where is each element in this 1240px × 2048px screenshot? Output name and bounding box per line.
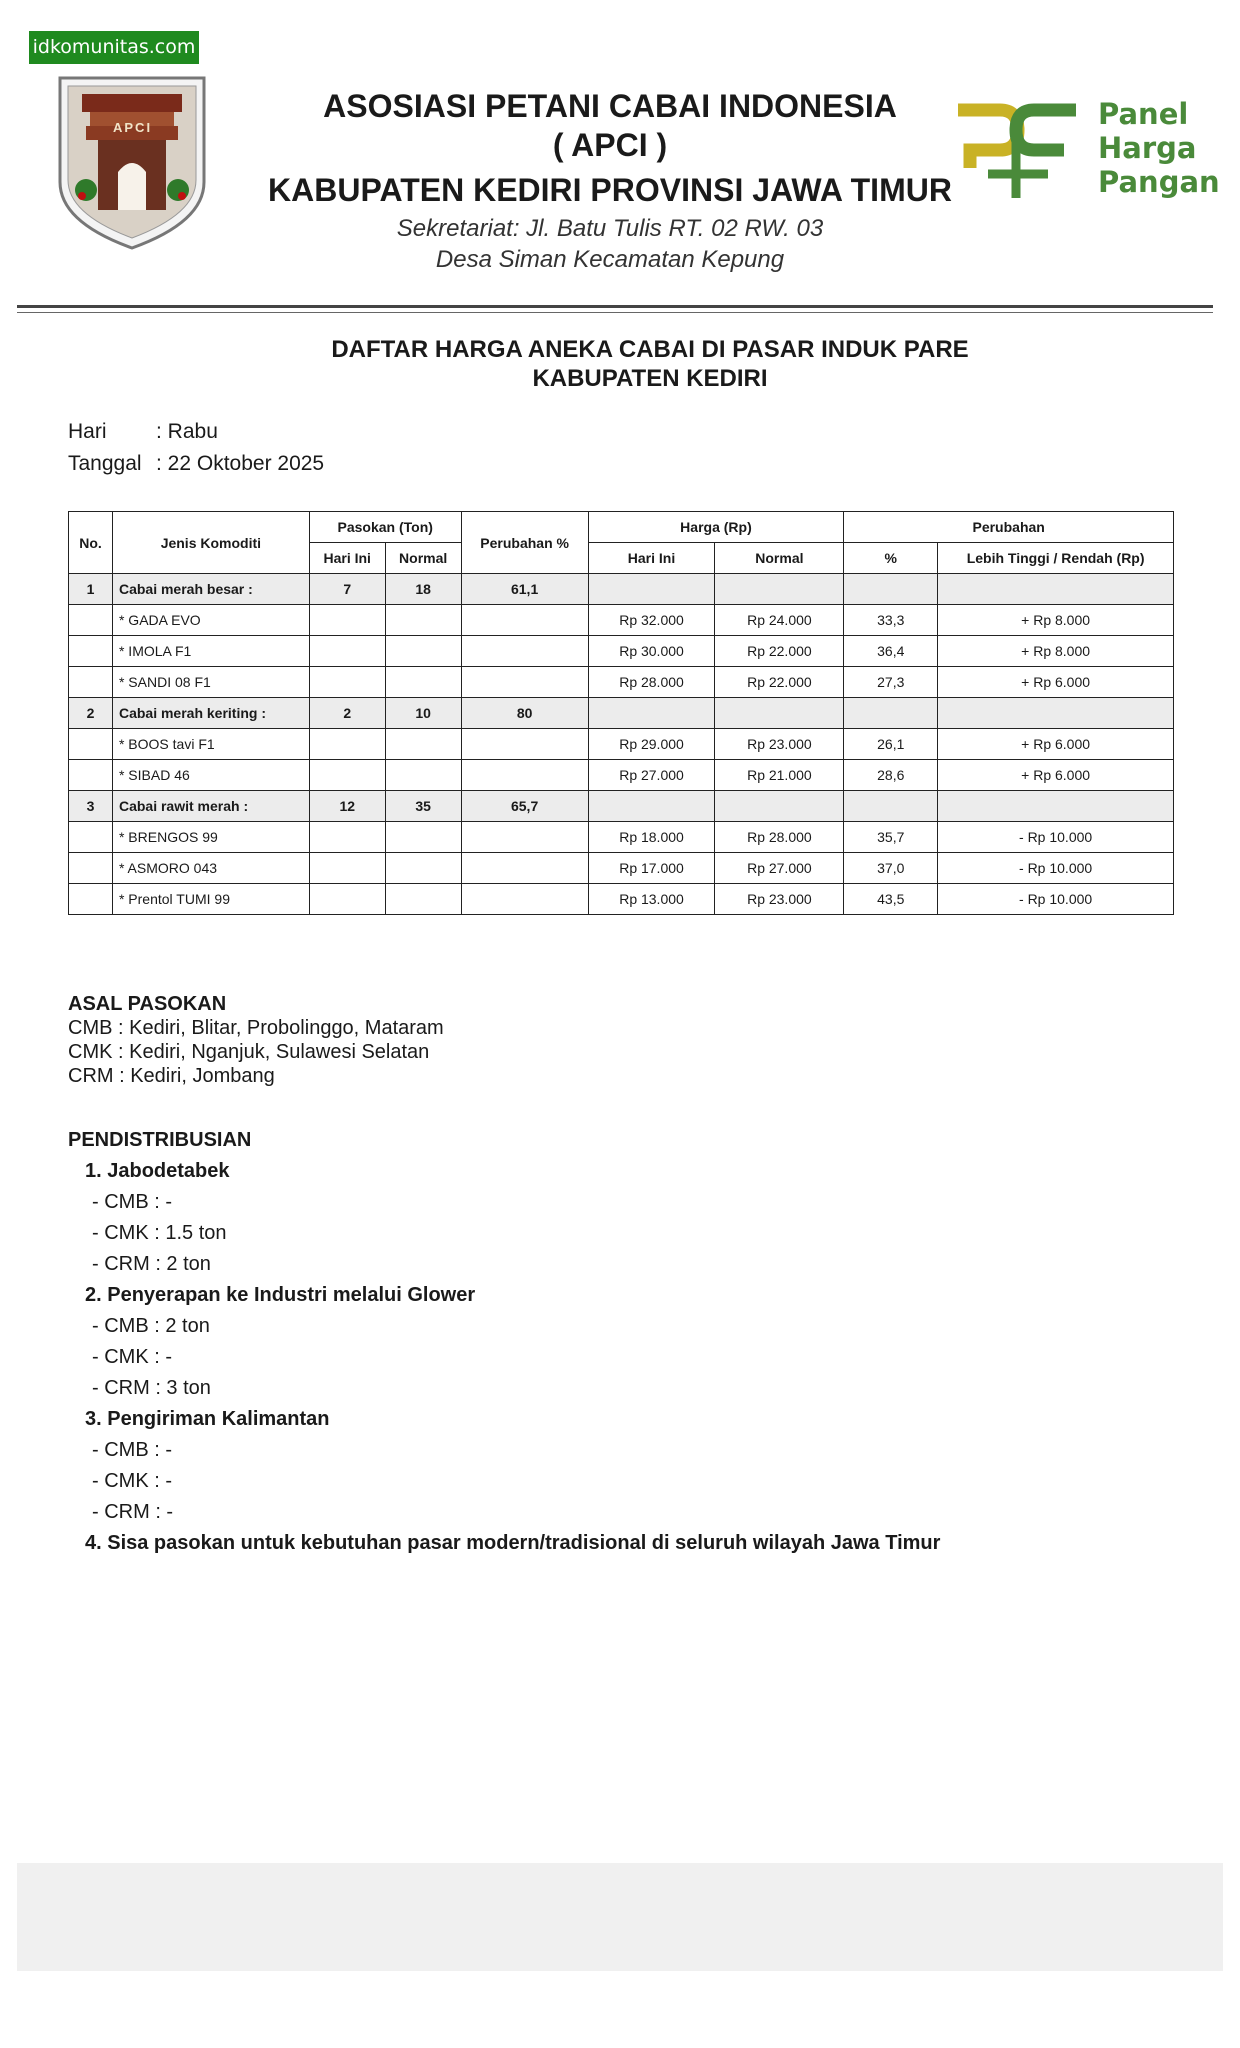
cell-pas-hari: 12: [309, 791, 385, 822]
cell-pct: 37,0: [844, 853, 938, 884]
header-divider-thin: [17, 312, 1213, 313]
cell-perubahan: 61,1: [461, 574, 588, 605]
cell-no: [69, 729, 113, 760]
cell-pas-normal: [385, 667, 461, 698]
cell-harga-hari: Rp 17.000: [588, 853, 715, 884]
meta-hari: [68, 420, 218, 444]
cell-perubahan: [461, 822, 588, 853]
header-perubahan: Perubahan: [844, 512, 1174, 543]
cell-perubahan: 65,7: [461, 791, 588, 822]
cell-perubahan: [461, 636, 588, 667]
cell-pct: 43,5: [844, 884, 938, 915]
distribution-sub-item: - CMB : 2 ton: [92, 1315, 210, 1337]
cell-perubahan: [461, 667, 588, 698]
cell-harga-normal: Rp 28.000: [715, 822, 844, 853]
cell-no: 1: [69, 574, 113, 605]
bottom-gray-band: [17, 1863, 1223, 1971]
distribution-item: 2. Penyerapan ke Industri melalui Glower: [85, 1284, 476, 1306]
cell-harga-hari: [588, 698, 715, 729]
cell-pct: 27,3: [844, 667, 938, 698]
table-row: [69, 636, 1174, 667]
cell-harga-normal: [715, 574, 844, 605]
cell-harga-normal: Rp 24.000: [715, 605, 844, 636]
cell-pas-normal: [385, 760, 461, 791]
cell-name: * BOOS tavi F1: [112, 729, 309, 760]
header-pasokan-normal: Normal: [385, 543, 461, 574]
meta-hari-label: Hari: [68, 420, 107, 443]
cell-pas-hari: [309, 822, 385, 853]
header-pasokan-hari-ini: Hari Ini: [309, 543, 385, 574]
cell-no: [69, 605, 113, 636]
php-word-panel: Panel: [1098, 97, 1189, 131]
header-divider: [17, 305, 1213, 308]
watermark-badge: idkomunitas.com: [29, 31, 199, 64]
cell-pas-hari: [309, 853, 385, 884]
cell-harga-hari: Rp 29.000: [588, 729, 715, 760]
asal-line: CMK : Kediri, Nganjuk, Sulawesi Selatan: [68, 1041, 430, 1063]
cell-diff: + Rp 6.000: [938, 729, 1174, 760]
header-harga-normal: Normal: [715, 543, 844, 574]
cell-name: * SIBAD 46: [112, 760, 309, 791]
price-table: [68, 511, 1174, 915]
cell-harga-normal: Rp 23.000: [715, 884, 844, 915]
table-row: [69, 729, 1174, 760]
cell-pas-normal: 18: [385, 574, 461, 605]
php-word-pangan: Pangan: [1098, 165, 1220, 199]
cell-no: [69, 760, 113, 791]
cell-diff: [938, 791, 1174, 822]
cell-no: [69, 853, 113, 884]
cell-harga-normal: Rp 21.000: [715, 760, 844, 791]
cell-pas-normal: [385, 884, 461, 915]
cell-harga-hari: Rp 30.000: [588, 636, 715, 667]
table-group-row: [69, 698, 1174, 729]
distribution-sub-item: - CRM : -: [92, 1501, 174, 1523]
cell-diff: + Rp 6.000: [938, 667, 1174, 698]
header-lebih-tinggi-rendah: Lebih Tinggi / Rendah (Rp): [938, 543, 1174, 574]
cell-perubahan: [461, 729, 588, 760]
cell-pas-normal: 35: [385, 791, 461, 822]
header-no: No.: [69, 512, 113, 574]
cell-pas-hari: [309, 636, 385, 667]
asal-pasokan-title: ASAL PASOKAN: [68, 993, 227, 1015]
cell-harga-hari: Rp 18.000: [588, 822, 715, 853]
cell-no: [69, 884, 113, 915]
header-perubahan-pct: Perubahan %: [461, 512, 588, 574]
distribution-sub-item: - CMB : -: [92, 1439, 172, 1461]
cell-name: Cabai merah keriting :: [112, 698, 309, 729]
cell-pct: 35,7: [844, 822, 938, 853]
table-row: [69, 605, 1174, 636]
distribution-item: 4. Sisa pasokan untuk kebutuhan pasar modern/tradisional di seluruh wilayah Jawa Timur: [85, 1532, 941, 1554]
panel-harga-pangan-icon: [948, 98, 1218, 208]
cell-harga-normal: Rp 27.000: [715, 853, 844, 884]
meta-tanggal-label: Tanggal: [68, 452, 142, 475]
document-title-line-2: KABUPATEN KEDIRI: [532, 365, 768, 392]
cell-no: [69, 636, 113, 667]
cell-pas-hari: [309, 760, 385, 791]
cell-pas-normal: [385, 729, 461, 760]
header-region: KABUPATEN KEDIRI PROVINSI JAWA TIMUR: [268, 172, 952, 208]
meta-tanggal: [68, 452, 324, 476]
cell-name: * GADA EVO: [112, 605, 309, 636]
cell-harga-hari: Rp 28.000: [588, 667, 715, 698]
header-pasokan: Pasokan (Ton): [309, 512, 461, 543]
table-row: [69, 822, 1174, 853]
cell-pas-hari: [309, 884, 385, 915]
cell-pas-normal: [385, 853, 461, 884]
table-row: [69, 667, 1174, 698]
pendistribusian-section: [68, 1128, 940, 1555]
cell-pct: [844, 791, 938, 822]
cell-no: 3: [69, 791, 113, 822]
cell-harga-hari: [588, 791, 715, 822]
cell-pct: 26,1: [844, 729, 938, 760]
cell-pas-hari: [309, 729, 385, 760]
cell-name: * Prentol TUMI 99: [112, 884, 309, 915]
cell-pas-normal: [385, 636, 461, 667]
header-address-1: Sekretariat: Jl. Batu Tulis RT. 02 RW. 03: [396, 215, 824, 242]
cell-harga-normal: Rp 22.000: [715, 667, 844, 698]
cell-pas-normal: [385, 605, 461, 636]
asal-line: CMB : Kediri, Blitar, Probolinggo, Mataram: [68, 1017, 444, 1039]
cell-diff: - Rp 10.000: [938, 822, 1174, 853]
header-jenis-komoditi: Jenis Komoditi: [112, 512, 309, 574]
php-word-harga: Harga: [1098, 131, 1197, 165]
cell-harga-hari: Rp 32.000: [588, 605, 715, 636]
cell-harga-hari: Rp 27.000: [588, 760, 715, 791]
cell-pas-hari: [309, 605, 385, 636]
cell-harga-normal: [715, 791, 844, 822]
document-title-line-1: DAFTAR HARGA ANEKA CABAI DI PASAR INDUK PARE: [331, 336, 969, 363]
cell-diff: - Rp 10.000: [938, 884, 1174, 915]
cell-no: [69, 667, 113, 698]
distribution-sub-item: - CMK : -: [92, 1346, 172, 1368]
header-harga-hari-ini: Hari Ini: [588, 543, 715, 574]
distribution-sub-item: - CRM : 3 ton: [92, 1377, 211, 1399]
cell-pas-hari: [309, 667, 385, 698]
cell-pas-hari: 7: [309, 574, 385, 605]
cell-pas-normal: [385, 822, 461, 853]
cell-perubahan: [461, 884, 588, 915]
table-row: [69, 853, 1174, 884]
asal-pasokan-section: [68, 992, 444, 1088]
cell-diff: + Rp 8.000: [938, 605, 1174, 636]
cell-harga-hari: [588, 574, 715, 605]
cell-pct: 33,3: [844, 605, 938, 636]
apci-emblem-icon: [52, 72, 212, 252]
cell-perubahan: [461, 760, 588, 791]
meta-tanggal-value: : 22 Oktober 2025: [156, 452, 325, 475]
cell-harga-normal: Rp 22.000: [715, 636, 844, 667]
distribution-item: 1. Jabodetabek: [85, 1160, 230, 1182]
header-address-2: Desa Siman Kecamatan Kepung: [435, 246, 785, 273]
distribution-sub-item: - CMK : -: [92, 1470, 172, 1492]
cell-diff: + Rp 6.000: [938, 760, 1174, 791]
cell-pct: [844, 698, 938, 729]
cell-diff: [938, 574, 1174, 605]
cell-diff: - Rp 10.000: [938, 853, 1174, 884]
header-abbr: ( APCI ): [552, 127, 668, 163]
cell-pct: [844, 574, 938, 605]
table-row: [69, 760, 1174, 791]
apci-logo-text: APCI: [113, 120, 153, 135]
cell-no: [69, 822, 113, 853]
table-group-row: [69, 791, 1174, 822]
distribution-item: 3. Pengiriman Kalimantan: [85, 1408, 330, 1430]
cell-name: * BRENGOS 99: [112, 822, 309, 853]
cell-pct: 28,6: [844, 760, 938, 791]
cell-pas-normal: 10: [385, 698, 461, 729]
cell-name: Cabai merah besar :: [112, 574, 309, 605]
header-org: ASOSIASI PETANI CABAI INDONESIA: [323, 88, 897, 124]
distribution-sub-item: - CRM : 2 ton: [92, 1253, 211, 1275]
cell-pas-hari: 2: [309, 698, 385, 729]
price-table-body: [69, 574, 1174, 915]
cell-harga-normal: Rp 23.000: [715, 729, 844, 760]
cell-perubahan: [461, 853, 588, 884]
cell-name: * SANDI 08 F1: [112, 667, 309, 698]
cell-diff: [938, 698, 1174, 729]
distribution-sub-item: - CMB : -: [92, 1191, 172, 1213]
asal-line: CRM : Kediri, Jombang: [68, 1065, 275, 1087]
distribution-sub-item: - CMK : 1.5 ton: [92, 1222, 227, 1244]
header-harga: Harga (Rp): [588, 512, 844, 543]
distribution-list: [68, 1159, 940, 1555]
cell-perubahan: [461, 605, 588, 636]
cell-name: * ASMORO 043: [112, 853, 309, 884]
pendistribusian-title: PENDISTRIBUSIAN: [68, 1129, 252, 1151]
cell-pct: 36,4: [844, 636, 938, 667]
table-group-row: [69, 574, 1174, 605]
cell-name: Cabai rawit merah :: [112, 791, 309, 822]
cell-perubahan: 80: [461, 698, 588, 729]
cell-harga-hari: Rp 13.000: [588, 884, 715, 915]
table-row: [69, 884, 1174, 915]
header-pct: %: [844, 543, 938, 574]
cell-name: * IMOLA F1: [112, 636, 309, 667]
cell-harga-normal: [715, 698, 844, 729]
meta-hari-value: : Rabu: [156, 420, 218, 443]
cell-no: 2: [69, 698, 113, 729]
cell-diff: + Rp 8.000: [938, 636, 1174, 667]
